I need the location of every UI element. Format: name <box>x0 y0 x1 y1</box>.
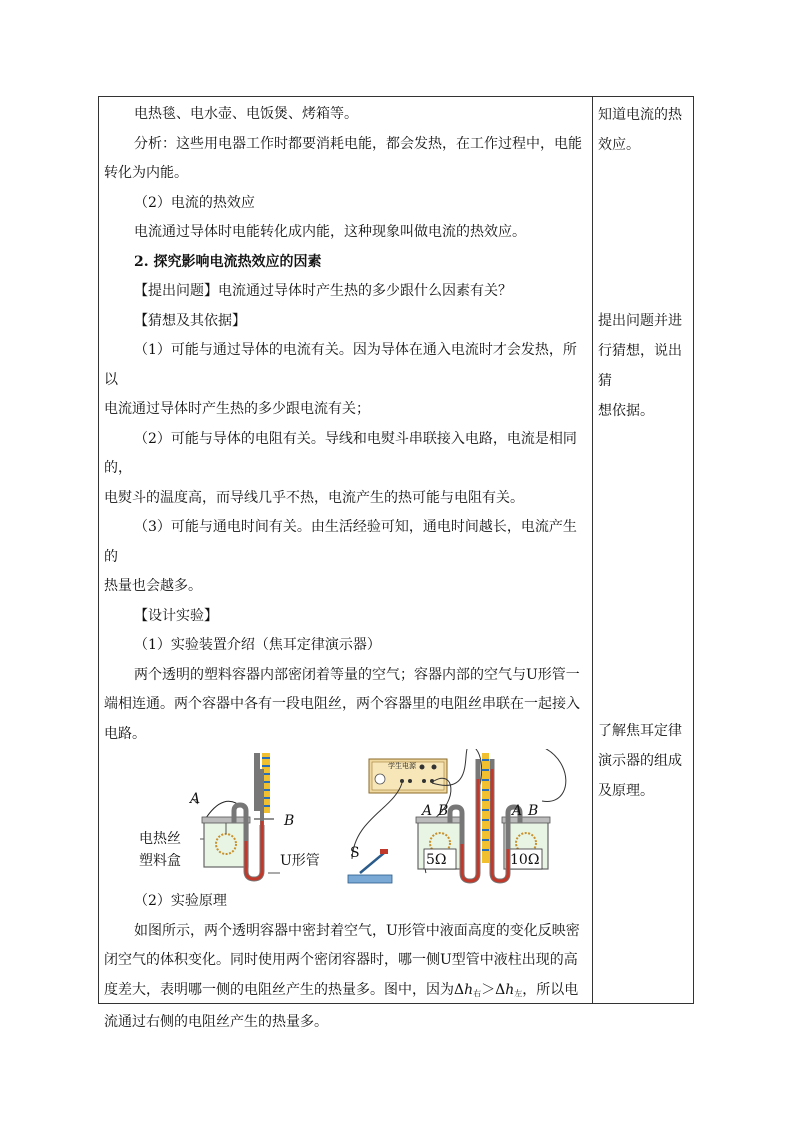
label-switch: S <box>350 845 360 861</box>
label-A: A <box>190 791 201 807</box>
principle-line-3-a: 度差大，表明哪一侧的电阻丝产生的热量多。图中，因为Δ <box>104 981 465 998</box>
principle-heading: （2）实验原理 <box>134 893 227 909</box>
label-B: B <box>284 813 295 829</box>
device-heading: （1）实验装置介绍（焦耳定律演示器） <box>134 637 381 653</box>
principle-line-3 <box>104 976 588 1009</box>
section-2-heading: 2. 探究影响电流热效应的因素 <box>134 253 322 270</box>
label-B3: B <box>528 803 539 819</box>
analysis-line-2: 转化为内能。 <box>104 165 188 181</box>
device-line-2: 端相连通。两个容器中各有一段电阻丝，两个容器里的电阻丝串联在一起接入 <box>104 696 580 712</box>
side-note-1-line-2: 效应。 <box>598 137 640 153</box>
guess-3-line-2: 热量也会越多。 <box>104 578 202 594</box>
side-note-1-line-1: 知道电流的热 <box>598 107 682 123</box>
side-note-2-line-3: 想依据。 <box>598 403 654 419</box>
guess-2-line-1: （2）可能与导体的电阻有关。导线和电熨斗串联接入电路，电流是相同的， <box>104 430 577 476</box>
main-column <box>104 100 588 1038</box>
side-note-2-line-1: 提出问题并进 <box>598 313 682 329</box>
label-power-supply: 学生电源 <box>388 762 416 770</box>
label-plastic-box: 塑料盒 <box>139 853 181 869</box>
guess-heading: 【猜想及其依据】 <box>134 312 246 329</box>
side-note-3-line-1: 了解焦耳定律 <box>598 723 682 739</box>
subheading-heat-effect: （2）电流的热效应 <box>134 194 255 211</box>
guess-1-line-2: 电流通过导体时产生热的多少跟电流有关； <box>104 401 370 417</box>
guess-3-line-1: （3）可能与通电时间有关。由生活经验可知，通电时间越长，电流产生的 <box>104 519 577 565</box>
subscript-right: 右 <box>473 988 482 998</box>
principle-line-3-b: ，所以电 <box>522 981 579 998</box>
principle-line-4: 流通过右侧的电阻丝产生的热量多。 <box>104 1014 328 1030</box>
device-line-3: 电路。 <box>104 725 146 742</box>
question-text: 【提出问题】电流通过导体时产生热的多少跟什么因素有关？ <box>134 283 512 299</box>
guess-2-line-2: 电熨斗的温度高，而导线几乎不热，电流产生的热可能与电阻有关。 <box>104 489 524 506</box>
label-heating-wire: 电热丝 <box>139 831 181 847</box>
device-line-1: 两个透明的塑料容器内部密闭着等量的空气；容器内部的空气与U形管一 <box>134 666 580 683</box>
label-A3: A <box>512 803 523 819</box>
subscript-left: 左 <box>514 988 523 998</box>
label-u-tube: U形管 <box>280 853 320 869</box>
principle-line-1: 如图所示，两个透明容器中密封着空气，U形管中液面高度的变化反映密 <box>134 922 580 939</box>
principle-line-2: 闭空气的体积变化。同时使用两个密闭容器时，哪一侧U型管中液柱出现的高 <box>104 952 578 968</box>
appliance-examples: 电热毯、电水壶、电饭煲、烤箱等。 <box>134 106 358 122</box>
apparatus-figure <box>104 749 588 889</box>
heat-effect-definition: 电流通过导体时电能转化成内能，这种现象叫做电流的热效应。 <box>134 224 526 240</box>
side-note-3 <box>598 716 688 806</box>
label-B2: B <box>438 803 449 819</box>
greater-than: ＞Δ <box>481 981 506 998</box>
label-A2: A <box>422 803 433 819</box>
side-note-2 <box>598 306 688 426</box>
side-note-1 <box>598 100 688 160</box>
delta-h-left: h <box>505 981 515 998</box>
analysis-line-1: 分析：这些用电器工作时都要消耗电能，都会发热，在工作过程中，电能 <box>134 135 582 152</box>
design-heading: 【设计实验】 <box>134 607 218 624</box>
side-note-3-line-3: 及原理。 <box>598 783 654 799</box>
column-divider <box>592 96 593 1004</box>
side-note-2-line-2: 行猜想，说出猜 <box>598 343 682 389</box>
side-note-3-line-2: 演示器的组成 <box>598 753 682 769</box>
label-resistor-5: 5Ω <box>426 852 447 868</box>
guess-1-line-1: （1）可能与通过导体的电流有关。因为导体在通入电流时才会发热，所以 <box>104 342 577 388</box>
label-resistor-10: 10Ω <box>510 852 540 868</box>
single-container-apparatus <box>193 753 280 879</box>
delta-h-right: h <box>464 981 474 998</box>
